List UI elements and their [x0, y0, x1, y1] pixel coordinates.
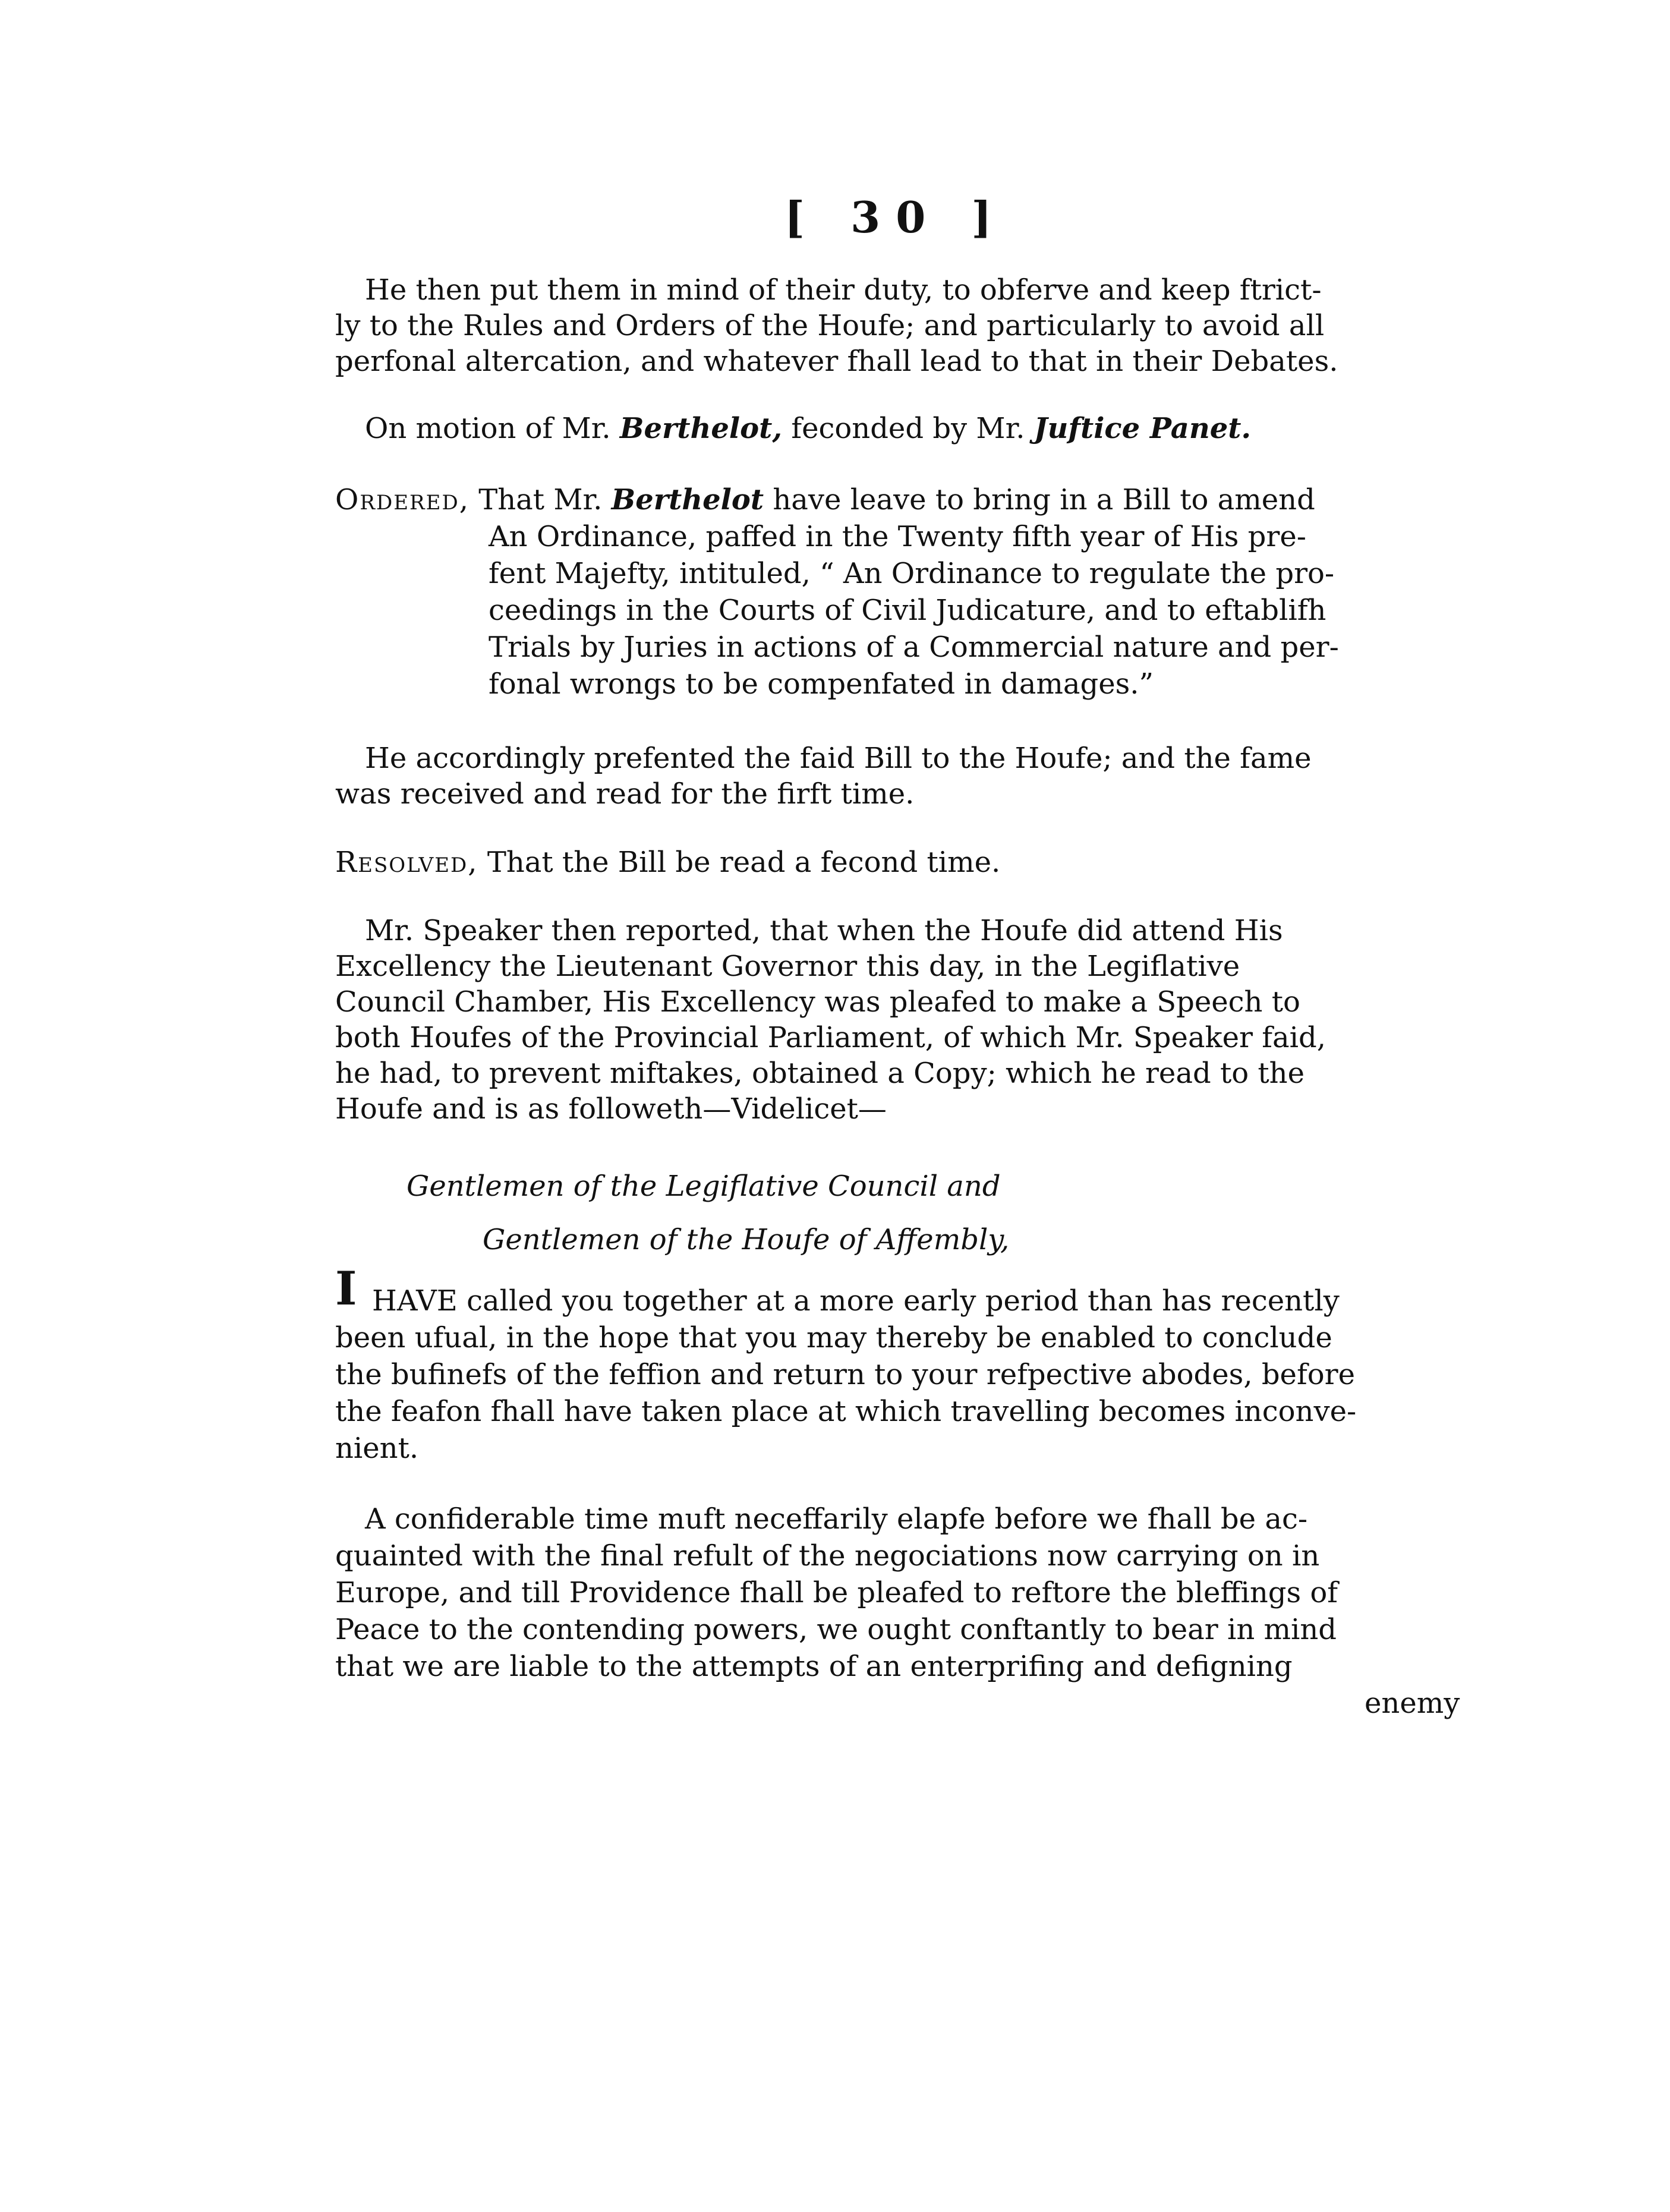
speaker-line3: Council Chamber, His Excellency was pleafed to make a Speech to	[335, 985, 1300, 1019]
motion-line	[365, 413, 1251, 445]
speech2-line1: A confiderable time muft neceffarily elapfe before we fhall be ac-	[365, 1502, 1308, 1536]
motion-seconder: Juftice Panet.	[1033, 412, 1252, 445]
motion-mover: Berthelot,	[619, 412, 783, 445]
speaker-line4: both Houfes of the Provincial Parliament, of which Mr. Speaker faid,	[335, 1021, 1326, 1054]
speaker-line6: Houfe and is as followeth—Videlicet—	[335, 1092, 887, 1126]
ordered-line4: ceedings in the Courts of Civil Judicature, and to eftablifh	[489, 594, 1326, 627]
ordered-line2: An Ordinance, paffed in the Twenty fifth year of His pre-	[489, 520, 1306, 553]
speaker-line5: he had, to prevent miftakes, obtained a Copy; which he read to the	[335, 1057, 1305, 1090]
resolved-text: That the Bill be read a fecond time.	[487, 846, 1001, 879]
speech1-line4: the feafon fhall have taken place at which travelling becomes inconve-	[335, 1395, 1357, 1428]
resolved-line	[335, 847, 1000, 879]
drop-cap: I	[335, 1262, 357, 1316]
presented-line1: He accordingly prefented the faid Bill to the Houfe; and the fame	[365, 742, 1312, 775]
page-number: [ 30 ]	[784, 192, 1007, 242]
motion-prefix: On motion of Mr.	[365, 412, 611, 445]
resolved-label: Resolved,	[335, 846, 478, 879]
speech2-line3: Europe, and till Providence fhall be pleafed to reftore the bleffings of	[335, 1576, 1338, 1609]
ordered-line5: Trials by Juries in actions of a Commercial nature and per-	[489, 631, 1339, 664]
speaker-line2: Excellency the Lieutenant Governor this day, in the Legiflative	[335, 950, 1240, 983]
speech1-line3: the bufinefs of the feffion and return to your refpective abodes, before	[335, 1358, 1355, 1391]
ordered-line6: fonal wrongs to be compenfated in damages.”	[489, 667, 1154, 701]
para1-line1: He then put them in mind of their duty, to obferve and keep ftrict-	[365, 273, 1322, 307]
speaker-line1: Mr. Speaker then reported, that when the Houfe did attend His	[365, 914, 1283, 947]
speech1-line2: been ufual, in the hope that you may thereby be enabled to conclude	[335, 1321, 1332, 1354]
para1-line3: perfonal altercation, and whatever fhall lead to that in their Debates.	[335, 345, 1338, 378]
ordered-name: Berthelot	[611, 483, 764, 516]
speech1-line5: nient.	[335, 1432, 419, 1465]
presented-line2: was received and read for the firft time.	[335, 777, 915, 811]
speech2-line2: quainted with the final refult of the negociations now carrying on in	[335, 1539, 1320, 1573]
speech2-line4: Peace to the contending powers, we ought conftantly to bear in mind	[335, 1613, 1337, 1646]
salutation-line1: Gentlemen of the Legiflative Council and	[407, 1170, 1001, 1203]
ordered-line1-a: That Mr.	[478, 483, 603, 516]
ordered-line1	[335, 484, 1315, 516]
speech2-line5: that we are liable to the attempts of an enterprifing and defigning	[335, 1650, 1293, 1683]
para1-line2: ly to the Rules and Orders of the Houfe; and particularly to avoid all	[335, 309, 1325, 342]
speech1-line1: HAVE called you together at a more early period than has recently	[372, 1284, 1340, 1318]
catchword: enemy	[1365, 1687, 1460, 1720]
ordered-line1-b: have leave to bring in a Bill to amend	[773, 483, 1315, 516]
ordered-label: Ordered,	[335, 483, 470, 516]
salutation-line2: Gentlemen of the Houfe of Affembly,	[483, 1223, 1010, 1256]
motion-middle: feconded by Mr.	[791, 412, 1025, 445]
ordered-line3: fent Majefty, intituled, “ An Ordinance to regulate the pro-	[489, 557, 1335, 590]
